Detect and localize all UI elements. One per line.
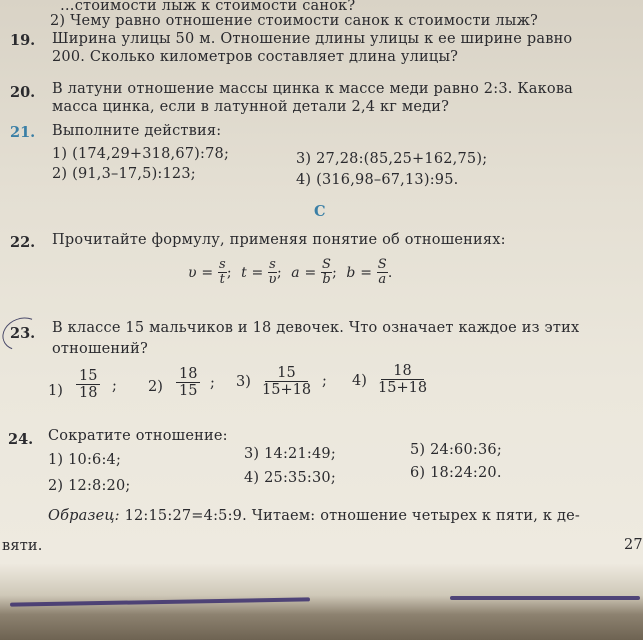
problem-24-number: 24. <box>8 431 34 448</box>
sample-text: 12:15:27=4:5:9. Читаем: отношение четырех к пяти, к де- <box>119 508 580 524</box>
formula-b: b = $\frac{S}{a}$ . <box>346 257 393 287</box>
sample-label: Образец: <box>48 508 120 524</box>
sep: ; <box>112 378 117 394</box>
problem-19-line-1: Ширина улицы 50 м. Отношение длины улицы к ее ширине равно <box>52 31 573 47</box>
ink-stroke <box>10 597 310 606</box>
problem-21-title: Выполните действия: <box>52 123 222 139</box>
problem-23-label-1: 1) <box>48 383 63 399</box>
problem-24-item-3: 3) 14:21:49; <box>244 446 336 462</box>
page-number: 27 <box>624 537 643 553</box>
problem-20-line-2: масса цинка, если в латунной детали 2,4 кг меди? <box>52 99 450 115</box>
formula-a: a = $\frac{S}{b}$ ; <box>291 257 338 287</box>
problem-21-item-1: 1) (174,29+318,67):78; <box>52 146 230 162</box>
problem-21-item-3: 3) 27,28:(85,25+162,75); <box>296 151 488 167</box>
sep: ; <box>322 373 327 389</box>
fraction-2: $\frac{18}{15}$ <box>176 366 200 399</box>
problem-19-line-2: 200. Сколько километров составляет длина улицы? <box>52 49 459 65</box>
problem-24-item-1: 1) 10:6:4; <box>48 452 122 468</box>
problem-21-item-2: 2) (91,3–17,5):123; <box>52 166 196 182</box>
problem-20-number: 20. <box>10 84 36 101</box>
section-letter: С <box>314 203 326 220</box>
problem-24-item-5: 5) 24:60:36; <box>410 442 502 458</box>
fraction-4: $\frac{18}{15+18}$ <box>378 363 428 396</box>
sample-line <box>48 508 580 524</box>
problem-24-title: Сократите отношение: <box>48 428 228 444</box>
problem-23-line-2: отношений? <box>52 341 148 357</box>
problem-23-number: 23. <box>10 325 36 342</box>
problem-23-label-2: 2) <box>148 379 163 395</box>
fraction-1: $\frac{15}{18}$ <box>76 368 100 401</box>
problem-24-item-2: 2) 12:8:20; <box>48 478 131 494</box>
problem-22-title: Прочитайте формулу, применяя понятие об отношениях: <box>52 232 506 248</box>
fraction-3: $\frac{15}{15+18}$ <box>262 365 312 398</box>
problem-21-number: 21. <box>10 124 36 141</box>
formula-v: υ = $\frac{s}{t}$ ; <box>188 257 232 287</box>
problem-21-item-4: 4) (316,98–67,13):95. <box>296 172 459 188</box>
problem-23-label-3: 3) <box>236 374 251 390</box>
ink-stroke <box>450 596 640 600</box>
problem-23-label-4: 4) <box>352 373 367 389</box>
top-line-1: …стоимости лыж к стоимости санок? <box>60 0 356 14</box>
problem-24-item-6: 6) 18:24:20. <box>410 465 502 481</box>
problem-24-item-4: 4) 25:35:30; <box>244 470 336 486</box>
sample-continuation: вяти. <box>2 538 43 554</box>
formula-t: t = $\frac{s}{\upsilon}$ ; <box>241 257 282 287</box>
top-line-2: 2) Чему равно отношение стоимости санок к стоимости лыж? <box>50 13 539 29</box>
problem-22-formulas <box>188 258 393 287</box>
sep: ; <box>210 375 215 391</box>
problem-20-line-1: В латуни отношение массы цинка к массе меди равно 2:3. Какова <box>52 81 574 97</box>
problem-19-number: 19. <box>10 32 36 49</box>
problem-23-line-1: В классе 15 мальчиков и 18 девочек. Что означает каждое из этих <box>52 320 580 336</box>
problem-22-number: 22. <box>10 234 36 251</box>
